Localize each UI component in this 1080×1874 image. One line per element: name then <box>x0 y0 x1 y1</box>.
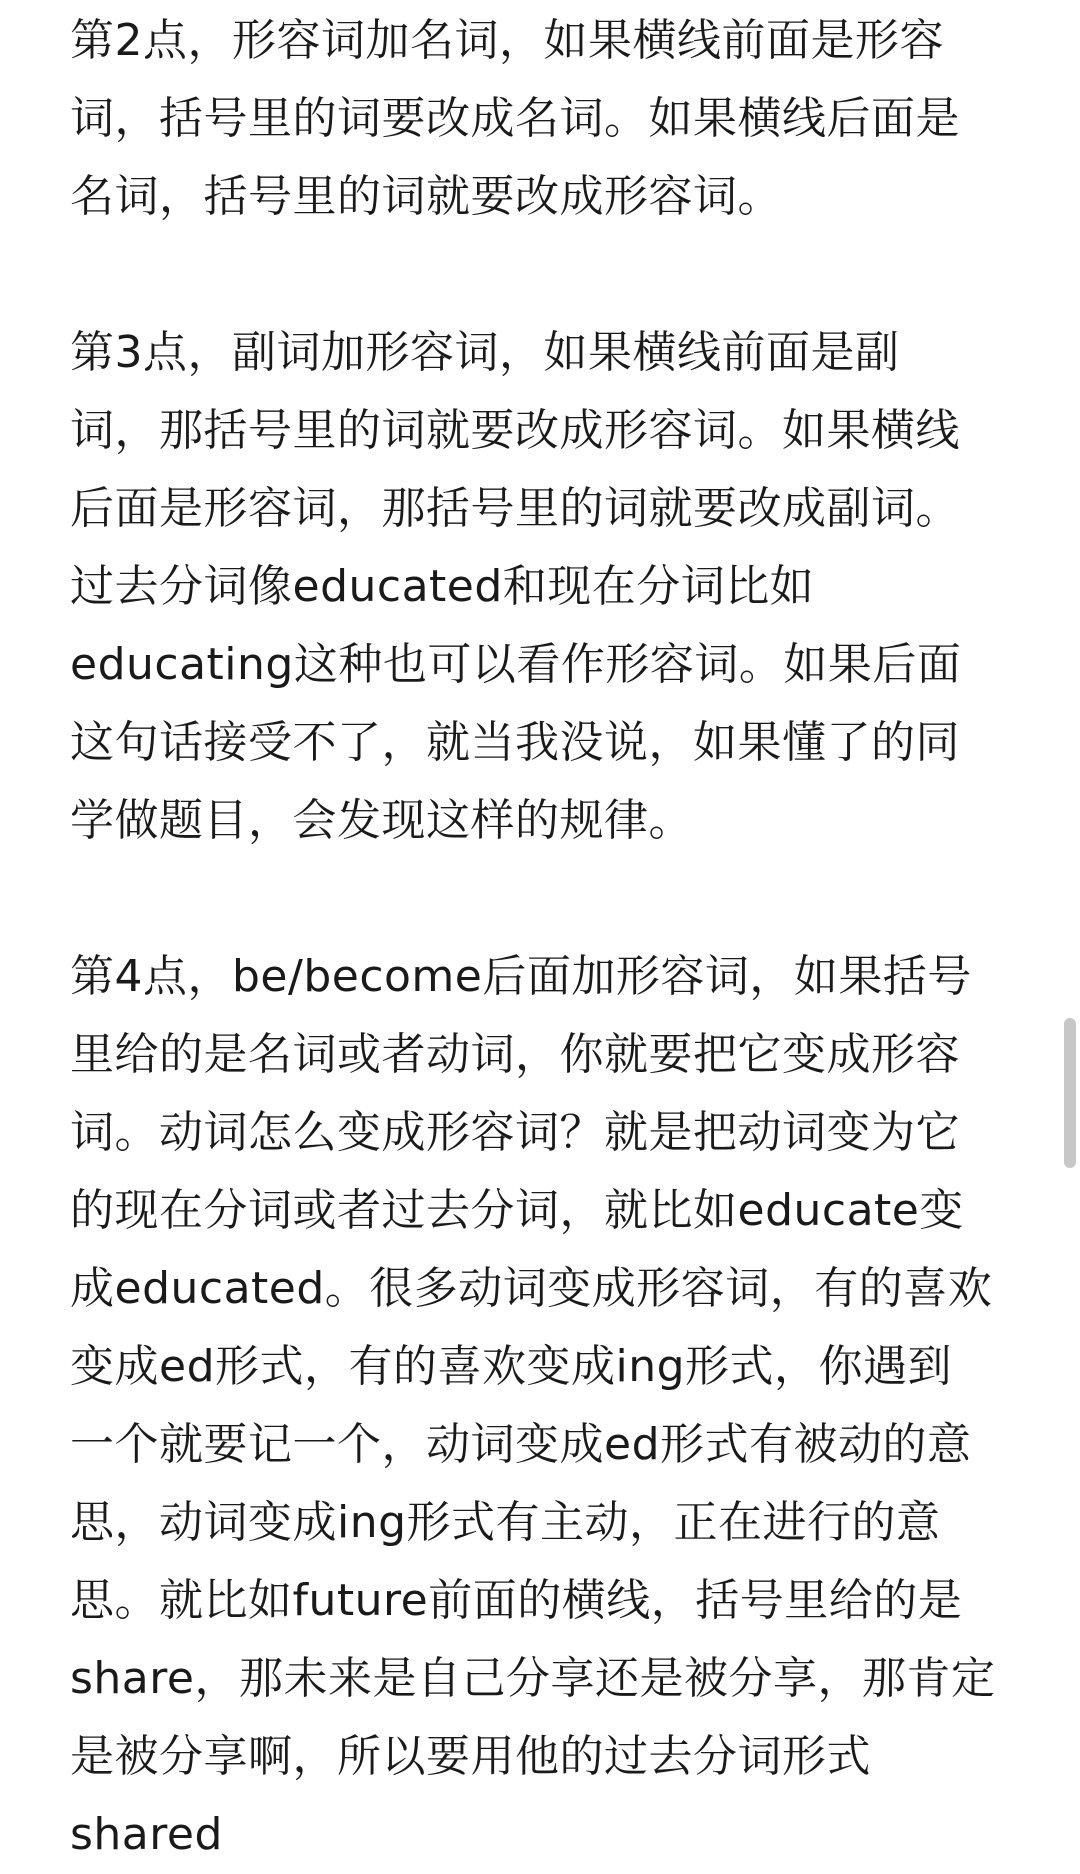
text-line: 一个就要记一个，动词变成ed形式有被动的意 <box>70 1419 972 1470</box>
text-line: 第4点，be/become后面加形容词，如果括号 <box>70 951 972 1002</box>
text-line: shared <box>70 1809 223 1860</box>
paragraph-gap <box>70 236 1030 314</box>
text-line: 变成ed形式，有的喜欢变成ing形式，你遇到 <box>70 1341 953 1392</box>
text-line: 第2点，形容词加名词，如果横线前面是形容 <box>70 15 944 66</box>
text-line: 词，括号里的词要改成名词。如果横线后面是 <box>70 93 960 144</box>
text-line: 名词，括号里的词就要改成形容词。 <box>70 171 782 222</box>
text-line: 词，那括号里的词就要改成形容词。如果横线 <box>70 405 960 456</box>
text-line: 学做题目，会发现这样的规律。 <box>70 795 693 846</box>
paragraph-point-2 <box>70 2 1030 236</box>
text-line: 的现在分词或者过去分词，就比如educate变 <box>70 1185 964 1236</box>
text-line: 后面是形容词，那括号里的词就要改成副词。 <box>70 483 960 534</box>
text-line: 词。动词怎么变成形容词？就是把动词变为它 <box>70 1107 960 1158</box>
text-line: 成educated。很多动词变成形容词，有的喜欢 <box>70 1263 993 1314</box>
text-line: educating这种也可以看作形容词。如果后面 <box>70 639 962 690</box>
text-line: 里给的是名词或者动词，你就要把它变成形容 <box>70 1029 960 1080</box>
text-line: share，那未来是自己分享还是被分享，那肯定 <box>70 1653 996 1704</box>
text-line: 是被分享啊，所以要用他的过去分词形式 <box>70 1731 871 1782</box>
paragraph-gap <box>70 860 1030 938</box>
paragraph-point-4 <box>70 938 1030 1874</box>
vertical-scrollbar[interactable] <box>1064 1018 1076 1168</box>
text-line: 思，动词变成ing形式有主动，正在进行的意 <box>70 1497 941 1548</box>
text-line: 思。就比如future前面的横线，括号里给的是 <box>70 1575 963 1626</box>
article-content <box>70 0 1030 1874</box>
text-line: 第3点，副词加形容词，如果横线前面是副 <box>70 327 900 378</box>
paragraph-point-3 <box>70 314 1030 860</box>
text-line: 过去分词像educated和现在分词比如 <box>70 561 815 612</box>
text-line: 这句话接受不了，就当我没说，如果懂了的同 <box>70 717 960 768</box>
